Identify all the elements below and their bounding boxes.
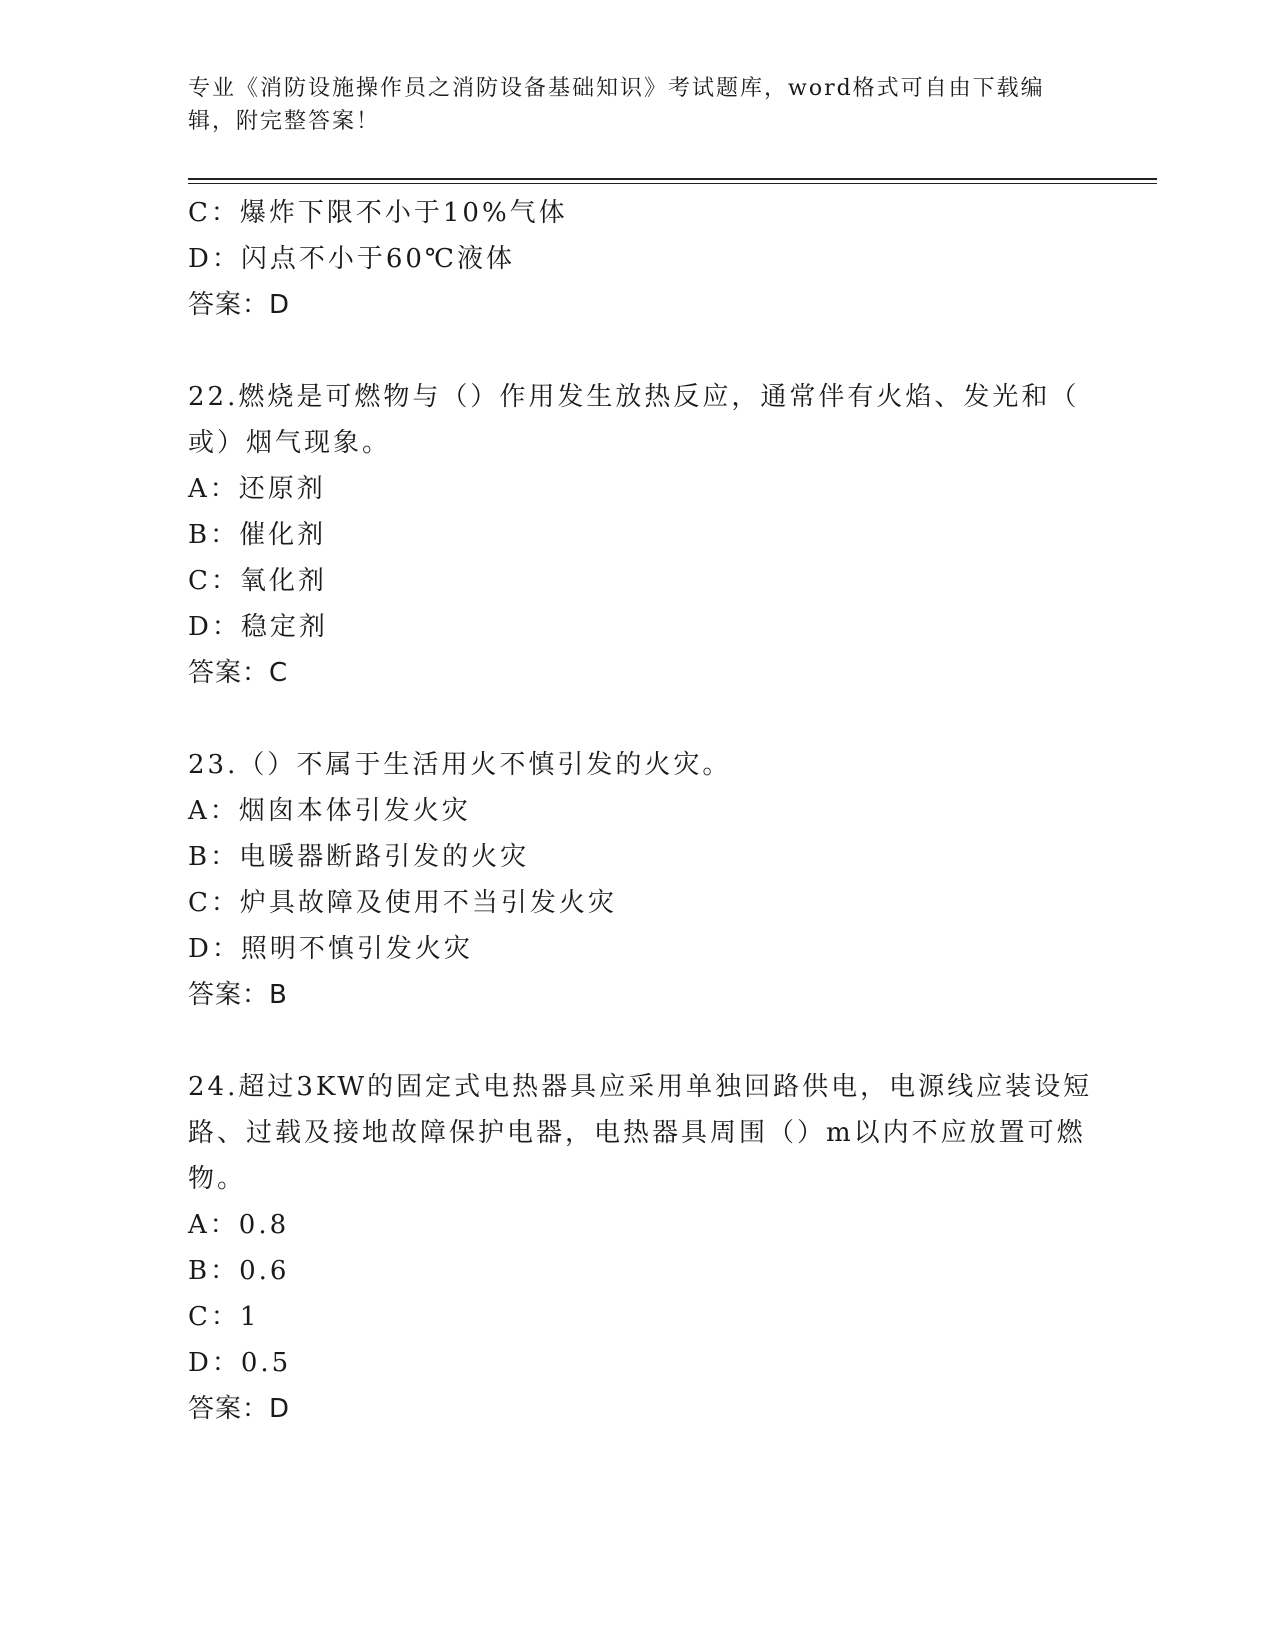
question-21-tail [188,190,1088,328]
option-c: C：爆炸下限不小于10%气体 [188,198,568,228]
question-stem-continued: 路、过载及接地故障保护电器，电热器具周围（）m以内不应放置可燃 [188,1118,1086,1148]
question-stem: 23.（）不属于生活用火不慎引发的火灾。 [188,750,732,780]
document-header [188,72,1088,138]
answer-line: 答案：D [188,290,291,320]
question-22 [188,374,1088,696]
header-line-2: 辑，附完整答案！ [188,109,381,134]
question-23 [188,742,1088,1018]
question-stem: 22.燃烧是可燃物与（）作用发生放热反应，通常伴有火焰、发光和（ [188,382,1080,412]
option-a: A：还原剂 [188,474,326,504]
question-stem-continued: 物。 [188,1164,247,1194]
header-line-1: 专业《消防设施操作员之消防设备基础知识》考试题库，word格式可自由下载编 [188,76,1045,101]
answer-line: 答案：C [188,658,289,688]
option-d: D：0.5 [188,1348,292,1378]
option-d: D：照明不慎引发火灾 [188,934,473,964]
answer-line: 答案：B [188,980,288,1010]
question-stem: 24.超过3KW的固定式电热器具应采用单独回路供电，电源线应装设短 [188,1072,1093,1102]
option-b: B：0.6 [188,1256,290,1286]
question-stem-continued: 或）烟气现象。 [188,428,392,458]
option-d: D：稳定剂 [188,612,328,642]
option-d: D：闪点不小于60℃液体 [188,244,516,274]
spacer [188,1018,1088,1064]
option-c: C：氧化剂 [188,566,327,596]
question-24 [188,1064,1093,1432]
question-list [188,190,1093,1432]
option-a: A：烟囱本体引发火灾 [188,796,471,826]
option-a: A：0.8 [188,1210,290,1240]
spacer [188,696,1088,742]
spacer [188,328,1088,374]
header-divider-thin [188,183,1157,184]
option-c: C：1 [188,1302,260,1332]
option-b: B：催化剂 [188,520,327,550]
answer-line: 答案：D [188,1394,291,1424]
header-divider-thick [188,178,1157,180]
option-c: C：炉具故障及使用不当引发火灾 [188,888,617,918]
option-b: B：电暖器断路引发的火灾 [188,842,530,872]
